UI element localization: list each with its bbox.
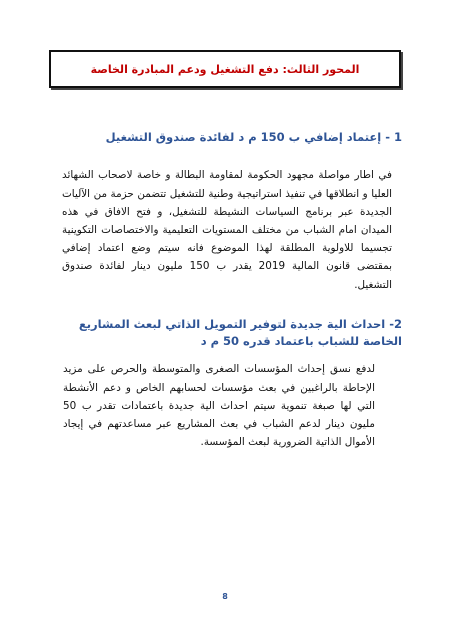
axis-title-box [49, 50, 401, 88]
axis-title: المحور الثالث: دفع التشغيل ودعم المبادرة الخاصة [90, 62, 360, 76]
page-number: 8 [222, 592, 228, 601]
section-2-body: لدفع نسق إحداث المؤسسات الصغرى والمتوسطة والحرص على مزيد الإحاطة بالراغبين في بعث مؤسسات لحسابهم الخاص و دعم الأنشطة التي لها صبغة تنموية سيتم احداث الية جديدة باعتمادات تقدر ب 50 مليون دينار لدعم الشباب في بعث المشاريع عبر مساعدتهم في إيجاد الأموال الذاتية الضرورية لبعث المؤسسة. [63, 363, 375, 449]
section-1-body: في اطار مواصلة مجهود الحكومة لمقاومة البطالة و خاصة لاصحاب الشهائد العليا و انطلاقها في تنفيذ استراتيجية وطنية للتشغيل تتضمن حزمة من الآليات الجديدة عبر برنامج السياسات النشيطة للتشغيل، و فتح الافاق في هذه الميدان امام الشباب من مختلف المستويات التعليمية والاختصاصات التكوينية تجسيما للاولوية المطلقة لهذا الموضوع فانه سيتم وضع اعتماد إضافي بمقتضى قانون المالية 2019 يقدر ب 150 مليون دينار لفائدة صندوق التشغيل. [62, 169, 392, 291]
section-2-heading: 2- احداث الية جديدة لتوفير التمويل الذاتي لبعث المشاريع الخاصة للشباب باعتماد قدره 50 م د [78, 317, 402, 348]
section-1-heading: 1 - إعتماد إضافي ب 150 م د لفائدة صندوق التشغيل [105, 130, 402, 144]
